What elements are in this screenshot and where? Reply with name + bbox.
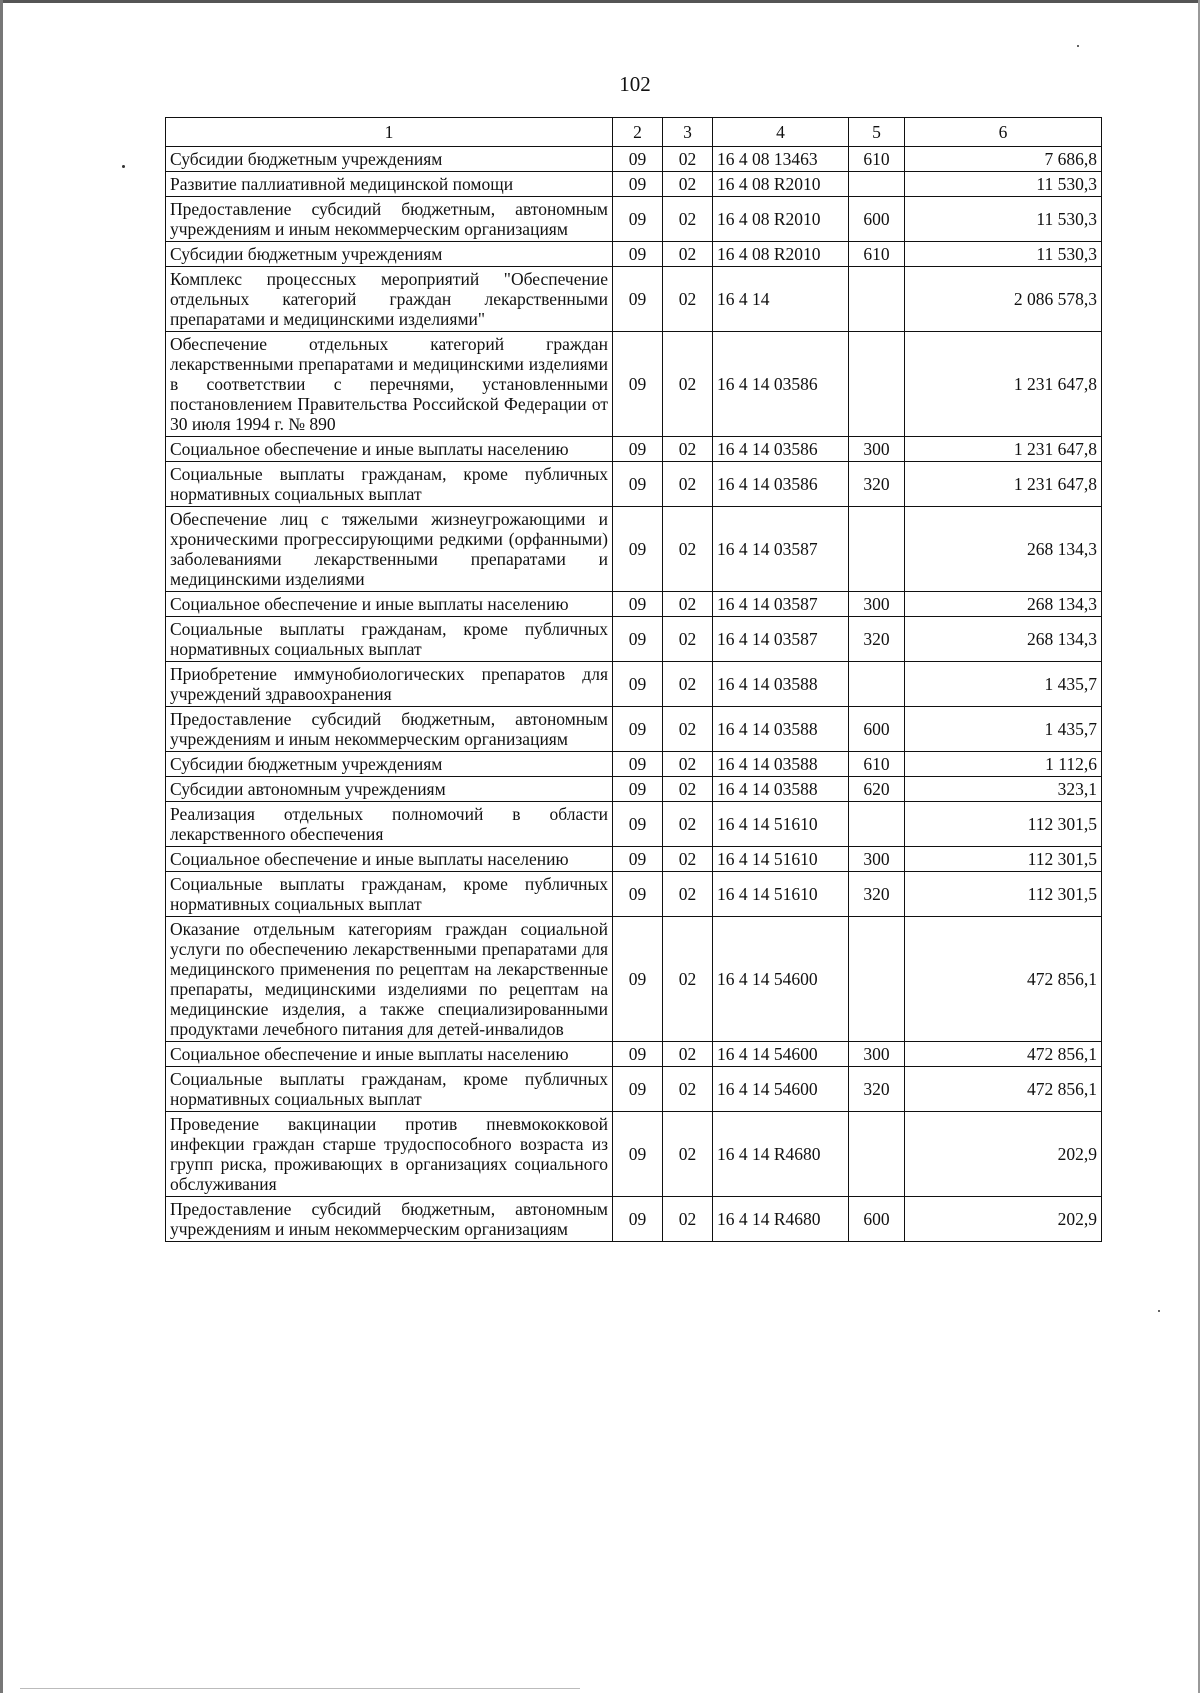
table-row [166, 917, 1102, 1042]
scan-bottom-edge [20, 1688, 580, 1689]
row-section: 09 [613, 147, 663, 172]
table-row [166, 437, 1102, 462]
row-target-article: 16 4 14 03586 [713, 462, 849, 507]
row-amount: 11 530,3 [905, 172, 1102, 197]
table-row [166, 507, 1102, 592]
row-subsection: 02 [663, 1197, 713, 1242]
row-subsection: 02 [663, 777, 713, 802]
budget-table [165, 117, 1102, 1242]
table-row [166, 752, 1102, 777]
row-amount: 112 301,5 [905, 872, 1102, 917]
row-target-article: 16 4 14 03588 [713, 662, 849, 707]
row-section: 09 [613, 777, 663, 802]
row-expense-type: 320 [849, 872, 905, 917]
table-row [166, 1197, 1102, 1242]
row-target-article: 16 4 14 [713, 267, 849, 332]
row-section: 09 [613, 662, 663, 707]
row-expense-type: 610 [849, 147, 905, 172]
table-row [166, 462, 1102, 507]
row-target-article: 16 4 14 51610 [713, 847, 849, 872]
table-body [166, 147, 1102, 1242]
row-target-article: 16 4 14 03587 [713, 592, 849, 617]
row-name: Социальные выплаты гражданам, кроме публичных нормативных социальных выплат [166, 872, 613, 917]
row-section: 09 [613, 617, 663, 662]
row-subsection: 02 [663, 752, 713, 777]
row-subsection: 02 [663, 197, 713, 242]
row-amount: 7 686,8 [905, 147, 1102, 172]
table-row [166, 847, 1102, 872]
row-target-article: 16 4 14 03586 [713, 437, 849, 462]
row-name: Субсидии автономным учреждениям [166, 777, 613, 802]
header-name: 1 [166, 118, 613, 147]
row-expense-type: 320 [849, 462, 905, 507]
row-amount: 1 231 647,8 [905, 332, 1102, 437]
row-subsection: 02 [663, 1042, 713, 1067]
row-name: Предоставление субсидий бюджетным, автономным учреждениям и иным некоммерческим организациям [166, 1197, 613, 1242]
row-target-article: 16 4 14 03588 [713, 777, 849, 802]
table-header-row [166, 118, 1102, 147]
row-amount: 2 086 578,3 [905, 267, 1102, 332]
table-row [166, 332, 1102, 437]
row-section: 09 [613, 437, 663, 462]
row-section: 09 [613, 872, 663, 917]
row-expense-type: 300 [849, 437, 905, 462]
row-target-article: 16 4 08 R2010 [713, 242, 849, 267]
row-target-article: 16 4 14 03587 [713, 617, 849, 662]
row-amount: 472 856,1 [905, 1042, 1102, 1067]
header-expense-type: 5 [849, 118, 905, 147]
row-name: Субсидии бюджетным учреждениям [166, 147, 613, 172]
row-expense-type [849, 172, 905, 197]
row-expense-type: 300 [849, 1042, 905, 1067]
row-subsection: 02 [663, 662, 713, 707]
row-expense-type: 300 [849, 847, 905, 872]
row-section: 09 [613, 197, 663, 242]
row-subsection: 02 [663, 847, 713, 872]
table-row [166, 592, 1102, 617]
row-expense-type: 610 [849, 242, 905, 267]
row-section: 09 [613, 507, 663, 592]
row-subsection: 02 [663, 1067, 713, 1112]
row-name: Реализация отдельных полномочий в области лекарственного обеспечения [166, 802, 613, 847]
row-expense-type [849, 1112, 905, 1197]
table-row [166, 662, 1102, 707]
row-section: 09 [613, 242, 663, 267]
row-target-article: 16 4 14 03587 [713, 507, 849, 592]
row-expense-type: 600 [849, 707, 905, 752]
row-amount: 1 112,6 [905, 752, 1102, 777]
row-target-article: 16 4 08 R2010 [713, 197, 849, 242]
table-row [166, 267, 1102, 332]
row-expense-type: 620 [849, 777, 905, 802]
scan-speck [122, 165, 125, 168]
row-expense-type [849, 802, 905, 847]
table-row [166, 707, 1102, 752]
row-amount: 1 435,7 [905, 707, 1102, 752]
table-row [166, 242, 1102, 267]
row-amount: 112 301,5 [905, 802, 1102, 847]
row-name: Предоставление субсидий бюджетным, автономным учреждениям и иным некоммерческим организациям [166, 707, 613, 752]
table-row [166, 802, 1102, 847]
row-name: Социальные выплаты гражданам, кроме публичных нормативных социальных выплат [166, 462, 613, 507]
row-amount: 268 134,3 [905, 592, 1102, 617]
row-expense-type [849, 267, 905, 332]
row-subsection: 02 [663, 1112, 713, 1197]
row-name: Субсидии бюджетным учреждениям [166, 242, 613, 267]
row-name: Комплекс процессных мероприятий "Обеспечение отдельных категорий граждан лекарственными препаратами и медицинскими изделиями" [166, 267, 613, 332]
row-expense-type: 300 [849, 592, 905, 617]
page-number: 102 [619, 72, 651, 96]
row-expense-type [849, 507, 905, 592]
row-target-article: 16 4 14 54600 [713, 1042, 849, 1067]
row-expense-type [849, 332, 905, 437]
row-target-article: 16 4 08 13463 [713, 147, 849, 172]
row-subsection: 02 [663, 707, 713, 752]
row-name: Приобретение иммунобиологических препаратов для учреждений здравоохранения [166, 662, 613, 707]
row-target-article: 16 4 14 03588 [713, 752, 849, 777]
header-section: 2 [613, 118, 663, 147]
row-amount: 268 134,3 [905, 617, 1102, 662]
row-amount: 268 134,3 [905, 507, 1102, 592]
row-expense-type [849, 917, 905, 1042]
row-section: 09 [613, 172, 663, 197]
row-subsection: 02 [663, 267, 713, 332]
row-subsection: 02 [663, 147, 713, 172]
row-section: 09 [613, 462, 663, 507]
row-amount: 1 231 647,8 [905, 462, 1102, 507]
scan-speck [1077, 45, 1079, 47]
row-subsection: 02 [663, 802, 713, 847]
row-name: Социальное обеспечение и иные выплаты населению [166, 437, 613, 462]
row-name: Социальные выплаты гражданам, кроме публичных нормативных социальных выплат [166, 617, 613, 662]
row-subsection: 02 [663, 617, 713, 662]
row-target-article: 16 4 14 51610 [713, 872, 849, 917]
header-target-article: 4 [713, 118, 849, 147]
row-expense-type: 600 [849, 1197, 905, 1242]
scan-speck [1158, 1310, 1160, 1312]
row-subsection: 02 [663, 242, 713, 267]
row-target-article: 16 4 14 54600 [713, 1067, 849, 1112]
row-amount: 323,1 [905, 777, 1102, 802]
row-name: Обеспечение лиц с тяжелыми жизнеугрожающими и хроническими прогрессирующими редкими (орфанными) заболеваниями лекарственными препаратами и медицинскими изделиями [166, 507, 613, 592]
row-amount: 1 435,7 [905, 662, 1102, 707]
row-expense-type: 320 [849, 617, 905, 662]
row-target-article: 16 4 08 R2010 [713, 172, 849, 197]
row-expense-type: 320 [849, 1067, 905, 1112]
row-subsection: 02 [663, 172, 713, 197]
row-target-article: 16 4 14 51610 [713, 802, 849, 847]
header-subsection: 3 [663, 118, 713, 147]
row-amount: 202,9 [905, 1197, 1102, 1242]
row-section: 09 [613, 1112, 663, 1197]
row-expense-type: 610 [849, 752, 905, 777]
row-section: 09 [613, 707, 663, 752]
table-row [166, 872, 1102, 917]
row-name: Предоставление субсидий бюджетным, автономным учреждениям и иным некоммерческим организациям [166, 197, 613, 242]
row-section: 09 [613, 752, 663, 777]
table-row [166, 777, 1102, 802]
row-target-article: 16 4 14 03588 [713, 707, 849, 752]
row-amount: 11 530,3 [905, 242, 1102, 267]
row-target-article: 16 4 14 54600 [713, 917, 849, 1042]
row-name: Обеспечение отдельных категорий граждан лекарственными препаратами и медицинскими изделиями в соответствии с перечнями, установленными постановлением Правительства Российской Федерации от 30 июля 1994 г. № 890 [166, 332, 613, 437]
row-subsection: 02 [663, 592, 713, 617]
table-row [166, 197, 1102, 242]
row-name: Социальное обеспечение и иные выплаты населению [166, 1042, 613, 1067]
row-name: Социальное обеспечение и иные выплаты населению [166, 847, 613, 872]
row-name: Социальное обеспечение и иные выплаты населению [166, 592, 613, 617]
row-section: 09 [613, 592, 663, 617]
row-subsection: 02 [663, 437, 713, 462]
row-section: 09 [613, 802, 663, 847]
row-section: 09 [613, 847, 663, 872]
row-section: 09 [613, 1197, 663, 1242]
row-section: 09 [613, 917, 663, 1042]
row-section: 09 [613, 332, 663, 437]
scan-top-edge [0, 0, 1200, 3]
row-subsection: 02 [663, 332, 713, 437]
table-row [166, 1112, 1102, 1197]
row-name: Развитие паллиативной медицинской помощи [166, 172, 613, 197]
row-amount: 1 231 647,8 [905, 437, 1102, 462]
row-name: Проведение вакцинации против пневмококковой инфекции граждан старше трудоспособного возраста из групп риска, проживающих в организациях социального обслуживания [166, 1112, 613, 1197]
row-amount: 202,9 [905, 1112, 1102, 1197]
row-amount: 11 530,3 [905, 197, 1102, 242]
row-name: Социальные выплаты гражданам, кроме публичных нормативных социальных выплат [166, 1067, 613, 1112]
row-subsection: 02 [663, 872, 713, 917]
row-section: 09 [613, 1042, 663, 1067]
row-amount: 112 301,5 [905, 847, 1102, 872]
row-amount: 472 856,1 [905, 917, 1102, 1042]
row-name: Субсидии бюджетным учреждениям [166, 752, 613, 777]
row-section: 09 [613, 267, 663, 332]
table-row [166, 1042, 1102, 1067]
row-section: 09 [613, 1067, 663, 1112]
table-row [166, 617, 1102, 662]
table-row [166, 1067, 1102, 1112]
table-row [166, 172, 1102, 197]
row-subsection: 02 [663, 507, 713, 592]
row-expense-type: 600 [849, 197, 905, 242]
table-row [166, 147, 1102, 172]
row-name: Оказание отдельным категориям граждан социальной услуги по обеспечению лекарственными препаратами для медицинского применения по рецептам на лекарственные препараты, медицинскими изделиями по рецептам на медицинские изделия, а также специализированными продуктами лечебного питания для детей-инвалидов [166, 917, 613, 1042]
scan-left-edge [0, 0, 3, 1693]
row-target-article: 16 4 14 R4680 [713, 1112, 849, 1197]
header-amount: 6 [905, 118, 1102, 147]
row-expense-type [849, 662, 905, 707]
row-target-article: 16 4 14 03586 [713, 332, 849, 437]
row-amount: 472 856,1 [905, 1067, 1102, 1112]
row-subsection: 02 [663, 917, 713, 1042]
row-subsection: 02 [663, 462, 713, 507]
row-target-article: 16 4 14 R4680 [713, 1197, 849, 1242]
